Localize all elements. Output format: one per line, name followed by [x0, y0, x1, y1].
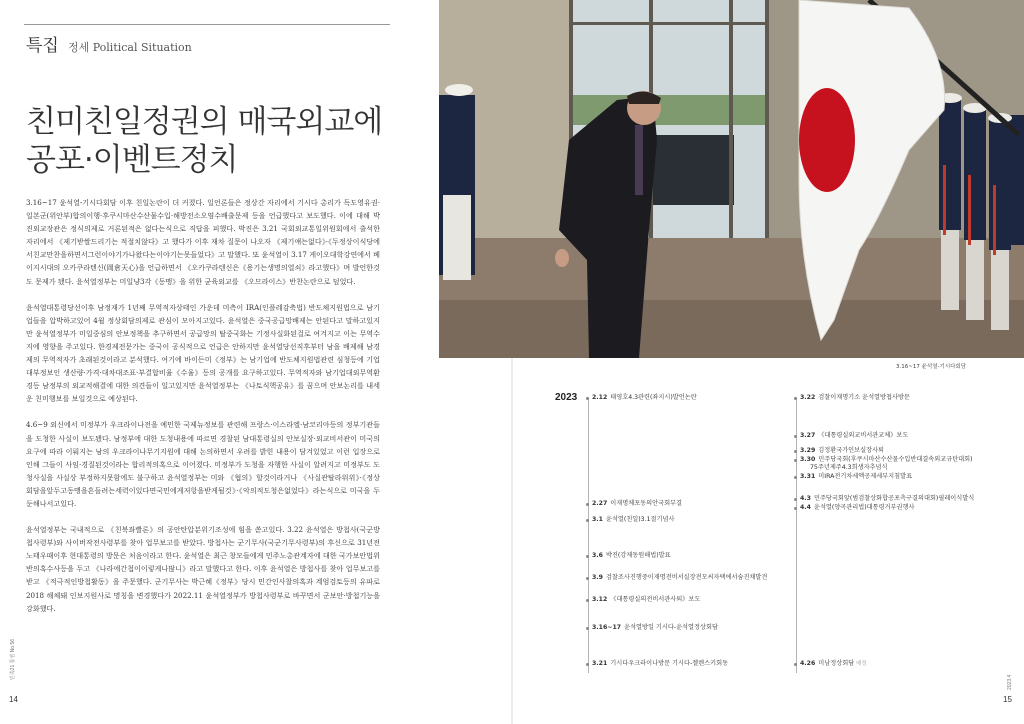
section-sub-label: 정세 Political Situation — [67, 41, 192, 54]
timeline-event-text: 미남정상회담 — [818, 660, 855, 667]
magazine-side-label: 민족21 통권 No.56 — [10, 638, 16, 680]
section-header — [26, 31, 192, 56]
timeline-year: 2023 — [555, 392, 578, 403]
page-number-left: 14 — [9, 695, 18, 704]
timeline-event — [592, 516, 674, 524]
timeline-event-text: 검찰조사진행중이재명전비서실장전모씨자택에서숨진채발견 — [605, 574, 768, 581]
article-body — [26, 196, 380, 628]
timeline-event-date: 3.30 — [800, 456, 816, 463]
timeline-dot — [794, 663, 797, 666]
timeline-event — [800, 504, 914, 512]
timeline-event-text: 75주년제주4.3희생자추념식 — [810, 464, 888, 471]
paragraph: 윤석열대통령당선이후 남정재가 1년째 무역적자상태인 가운데 미측이 IRA(인플레감축법) 반도체지원법으로 남기업들을 압박하고있어 4월 정상회담의제로 관심이 모아지고있다. 윤석열은 중국공급망배제는 안된다고 말하고있지만 윤석열정부가 미일중심의 안보정책을 추구하면서 공급망의 탈중국화는 기정사실화된걸로 여겨지고 이는 무역수지에 영향을 주고있다. 한경제전문가는 중국이 공식적으로 언급은 안하지만 윤석열당선직후부터 남을 배제해 남경제의 무역적자가 초래된것이라고 분석했다. 여기에 바이든미《정부》는 남기업에 반도체지원법관련 심청등에 기업대부정보인 생산량·가격·대차대조표·부결합비율《수율》등의 공개를 요구하고있다. 무역적자와 남기업대외무역환경등 남정부의 외교적해결에 대한 의견들이 일고있지만 윤석열정부는 《나토식핵공유》를 꿈으며 안보논리를 내세운 친미행보를 보일것으로 예상된다. — [26, 302, 380, 404]
timeline-event-text: 윤석열(양곡관리법)대통령거부권행사 — [813, 504, 915, 511]
paragraph: 4.6~9 외신에서 미정부가 우크라이나전을 예민한 국제뉴정보를 관련해 프랑스·이스라엘·남코리아등의 정부기관들을 도청한 사실이 보도됐다. 남정부에 대한 도청내용에 따르면 경찰된 남대통령실의 안보실장·외교비서관이 미국의 요구에 따라 이뤄지는 남의 우크라이나무기지원에 대해 논의하면서 우려를 밝힌 내용이 담겨있었고 이런 입장으로 인해 그들이 사임·경질된것이라는 합리적의혹으로 이어졌다. 미정부가 도청을 자행한 사실이 알려지고 미정부도 도청사실을 사실상 부정하지못함에도 불구하고 윤석열정부는 미와 《협의》할것이라거나 《사실관탈라워위》·《정상회담을앞두고동맹을흔들려는세력이있다면국민에게저항을받게될것》·《악의적도청은없었다》라는식으로 미국을 두둔해나서고있다. — [26, 420, 380, 508]
timeline-event-date: 4.4 — [800, 504, 811, 511]
timeline-dot — [586, 519, 589, 522]
timeline-dot — [794, 507, 797, 510]
issue-side-label: 2023.4 — [1007, 674, 1013, 690]
timeline-dot — [794, 476, 797, 479]
timeline-dot — [586, 577, 589, 580]
title-line-1: 친미친일정권의 매국외교에 — [26, 104, 383, 140]
timeline-event-date: 4.3 — [800, 495, 811, 502]
timeline-dot — [794, 450, 797, 453]
timeline-event-text: 기시다우크라이나방문 기시다-젤렌스키회동 — [610, 660, 729, 667]
timeline-event-date: 3.12 — [592, 596, 608, 603]
timeline-event — [592, 574, 767, 582]
timeline-event-text: 윤석열방일 기시다-윤석열정상회담 — [624, 624, 718, 631]
timeline-event — [800, 456, 973, 464]
timeline-event — [592, 394, 697, 402]
timeline-dot — [586, 503, 589, 506]
timeline-event-text: 검찰이재명기소 윤석열방첩사방문 — [818, 394, 910, 401]
timeline-event-date: 3.1 — [592, 516, 603, 523]
article-photo — [439, 0, 1024, 358]
timeline-event-date: 2.12 — [592, 394, 608, 401]
timeline-event-text: 《대통령실의전비서관사퇴》보도 — [610, 596, 701, 603]
timeline-event — [800, 394, 910, 402]
timeline-event — [800, 432, 908, 440]
timeline-event — [592, 552, 671, 560]
paragraph: 3.16~17 윤석열-기시다회담 이후 친일논란이 더 커졌다. 일언론들은 정상간 자리에서 기시다 총리가 독도영유권·일본군(위안부)합의이행·후쿠시마산수산물수입·해방전소오염수배출문제 등을 언급했다고 보도했다. 이에 대해 박진외교장관은 정식의제로 거론된적은 없다는식으로 직답을 피했다. 박진은 3.21 국회외교통일위원회에서 출석한 자리에서 《제기받쌀드리기는 적절치않다》고 했다가 이후 재차 질문이 나오자 《제기얘는없다》·《두정상이식당에서친교만찬을하면서그런이야기가나왔다는이야기는못들었다》고 말했다. 또 윤석열이 3.17 게이오대학강연에서 베이지시대의 오카쿠라텐신(岡倉天心)을 언급하면서 《오카쿠라텐신은《용기는생명의열쇠》라고했다》며 발언한것도 문제가 됐다. 윤석열정부는 미일냥3각《동맹》을 위한 균육외교를 《오므라이스》반찬논란으로 덮었다. — [26, 198, 380, 286]
timeline-event-date: 2.27 — [592, 500, 608, 507]
timeline-event-text: 김정환국가인보실장사퇴 — [818, 447, 885, 454]
timeline-event — [800, 495, 974, 503]
timeline-event-text: 미IRA전기차세액공제세부지침발표 — [818, 473, 913, 480]
timeline-event-text: 윤석열(친일)3.1절기념사 — [605, 516, 675, 523]
timeline-event-text: 박진(강제동원해법)발표 — [605, 552, 671, 559]
timeline-event-date: 3.21 — [592, 660, 608, 667]
paragraph: 윤석열정부는 국내적으로 《친북좌빨론》의 공안탄압분위기조성에 힘을 쏟고있다. 3.22 윤석열은 방첩사(국군방첩사령부)와 사이버작전사령부를 찾아 업무보고를 받았다. 방첩사는 군기무사(국군기무사령부)의 후신으로 31년전 노태우때이후 현대통령의 방문은 처음이라고 한다. 윤석열은 최근 창모들에게 민주노총관계자에 대한 국가보안법위반의혹수사등을 두고 《나라에간첩이이렇게나많니》라고 말했다고 한다. 이후 윤석열은 방첩사를 찾아 업무보고를 받고 《적극적인방첩활동》을 주문했다. 군기무사는 박근혜《정부》당시 민간인사찰의혹과 계엄검토등의 유파로 2018 해체돼 인보지원사로 명칭을 변경했다가 2022.11 윤석열정부가 방첩사령부로 바꾸면서 군보안·방첩기능을 강화했다. — [26, 525, 380, 613]
timeline-event-date: 3.29 — [800, 447, 816, 454]
timeline-event-tag: 예정 — [854, 661, 867, 667]
timeline-dot — [586, 397, 589, 400]
timeline-event-text: 《대통령실외교비서관교체》보도 — [818, 432, 909, 439]
timeline-axis-right — [796, 397, 797, 673]
timeline-event — [592, 596, 700, 604]
timeline-dot — [794, 459, 797, 462]
timeline-event — [800, 473, 912, 481]
timeline-event-text: 태영호4.3관련(좌지시)발언논란 — [610, 394, 697, 401]
timeline-dot — [794, 397, 797, 400]
timeline-event-date: 3.31 — [800, 473, 816, 480]
timeline-event-date: 3.9 — [592, 574, 603, 581]
timeline-event-text: 이재명체포동의안국회부결 — [610, 500, 683, 507]
timeline-event-text: 민주당국회앞(범검찰상화합공포측구결의대회)필레이식발식 — [813, 495, 975, 502]
timeline-event-text: 민주당국회(후쿠시마산수산물수입반대결속외교규탄대회) — [818, 456, 973, 463]
timeline-event — [592, 500, 682, 508]
timeline-dot — [794, 498, 797, 501]
photo-illustration — [439, 0, 1024, 358]
timeline-event — [800, 447, 884, 455]
timeline-event — [810, 464, 887, 472]
timeline-event — [592, 660, 728, 668]
timeline-event — [800, 660, 867, 668]
timeline-dot — [586, 555, 589, 558]
timeline-event-date: 3.27 — [800, 432, 816, 439]
timeline-event-date: 4.26 — [800, 660, 816, 667]
timeline-dot — [794, 435, 797, 438]
timeline-dot — [586, 599, 589, 602]
timeline-dot — [586, 627, 589, 630]
article-title — [26, 103, 496, 179]
section-rule — [24, 24, 390, 25]
photo-caption: 3.16~17 윤석열-기시다회담 — [896, 364, 967, 370]
timeline-event-date: 3.22 — [800, 394, 816, 401]
title-line-2: 공포·이벤트정치 — [26, 142, 238, 178]
section-main-label: 특집 — [26, 36, 59, 56]
timeline-event — [592, 624, 718, 632]
timeline-event-date: 3.16~17 — [592, 624, 622, 631]
timeline-event-date: 3.6 — [592, 552, 603, 559]
timeline-axis-left — [588, 397, 589, 673]
page-number-right: 15 — [1003, 695, 1012, 704]
timeline-dot — [586, 663, 589, 666]
